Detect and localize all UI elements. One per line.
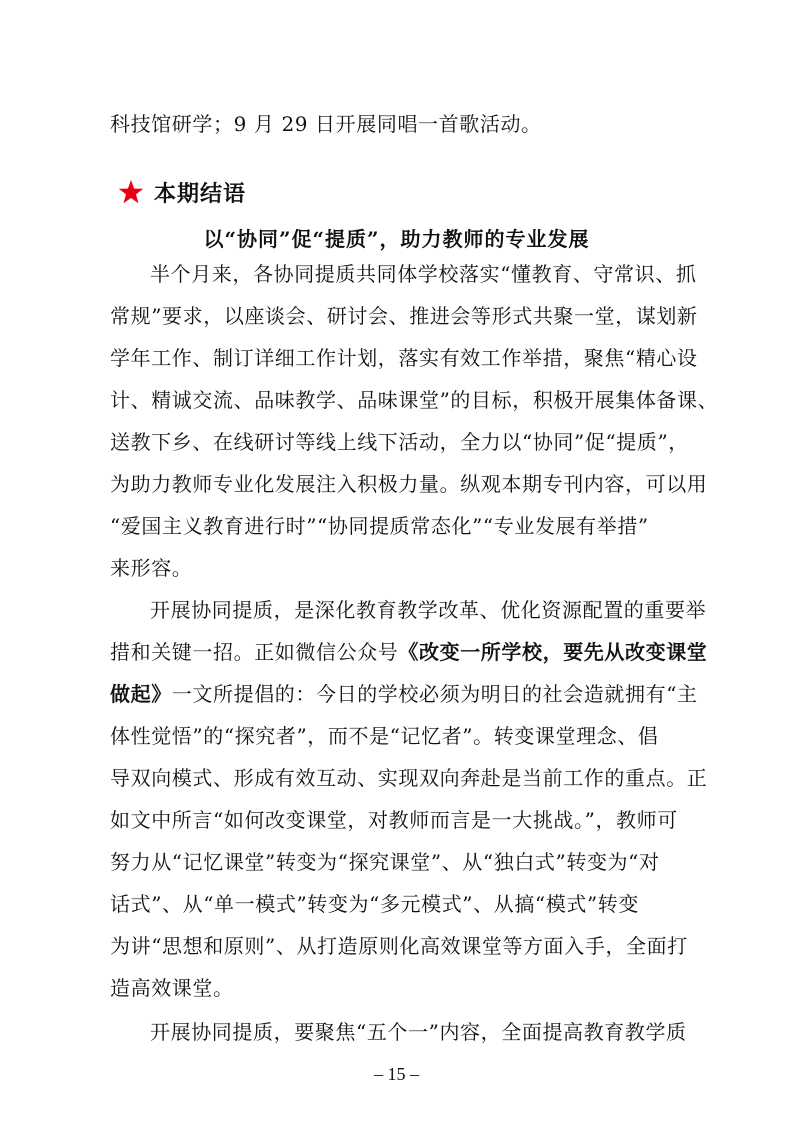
page-number: – 15 – [374,1064,419,1084]
article-citation-title: 做起》 [110,682,172,706]
paragraph-text: 一文所提倡的：今日的学校必须为明日的社会造就拥有“主 [171,682,698,706]
paragraph-line: 为讲“思想和原则”、从打造原则化高效课堂等方面入手，全面打 [110,934,688,958]
star-icon [118,179,144,205]
article-subtitle: 以“协同”促“提质”，助力教师的专业发展 [203,227,590,251]
paragraph-line: 话式”、从“单一模式”转变为“多元模式”、从搞“模式”转变 [110,892,639,916]
paragraph-line: 造高效课堂。 [110,976,234,1000]
paragraph-line: 常规”要求，以座谈会、研讨会、推进会等形式共聚一堂，谋划新 [110,304,698,328]
paragraph-line: 为助力教师专业化发展注入积极力量。纵观本期专刊内容，可以用 [110,472,708,496]
paragraph-line: 努力从“记忆课堂”转变为“探究课堂”、从“独白式”转变为“对 [110,850,660,874]
article-citation-title: 《改变一所学校，要先从改变课堂 [398,640,708,664]
paragraph-line [110,640,708,664]
paragraph-line: “爱国主义教育进行时”“协同提质常态化”“专业发展有举措” [110,514,649,538]
paragraph-line: 开展协同提质，是深化教育教学改革、优化资源配置的重要举 [150,598,707,622]
paragraph-line: 如文中所言“如何改变课堂，对教师而言是一大挑战。”，教师可 [110,808,678,832]
paragraph-line: 计、精诚交流、品味教学、品味课堂”的目标，积极开展集体备课、 [110,388,719,412]
paragraph-line: 导双向模式、形成有效互动、实现双向奔赴是当前工作的重点。正 [110,766,708,790]
paragraph-line: 半个月来，各协同提质共同体学校落实“懂教育、守常识、抓 [150,262,697,286]
section-title: 本期结语 [154,181,247,207]
paragraph-text: 措和关键一招。正如微信公众号 [110,640,399,664]
paragraph-line: 体性觉悟”的“探究者”，而不是“记忆者”。转变课堂理念、倡 [110,724,659,748]
paragraph-line: 来形容。 [110,556,193,580]
paragraph-line: 送教下乡、在线研讨等线上线下活动，全力以“协同”促“提质”， [110,430,689,454]
paragraph-line [110,682,698,706]
paragraph-line: 学年工作、制订详细工作计划，落实有效工作举措，聚焦“精心设 [110,346,698,370]
section-heading [118,176,246,208]
paragraph-line: 开展协同提质，要聚焦“五个一”内容，全面提高教育教学质 [150,1020,687,1044]
continued-text-line: 科技馆研学；9 月 29 日开展同唱一首歌活动。 [110,112,542,136]
